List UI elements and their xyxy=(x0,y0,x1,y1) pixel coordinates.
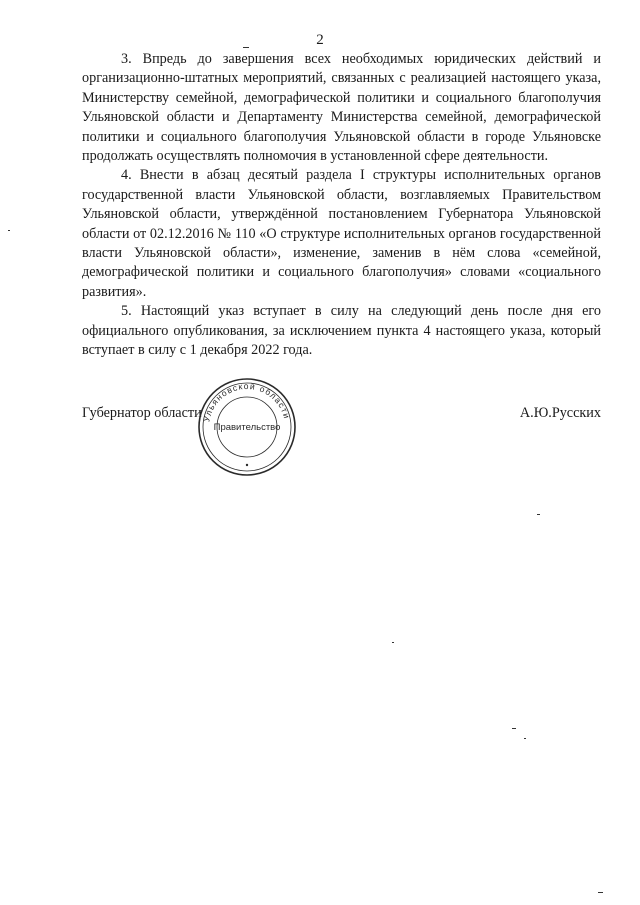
scan-speck xyxy=(392,642,394,643)
seal-ring-text: Ульяновской области xyxy=(201,380,293,423)
scan-speck xyxy=(598,892,603,893)
scan-speck xyxy=(8,230,10,231)
document-body xyxy=(82,50,601,361)
official-seal-stamp xyxy=(195,375,299,479)
paragraph-3: 3. Впредь до завершения всех необходимых юридических действий и организационно-штатных мероприятий, связанных с реализацией настоящего указа, Министерству семейной, демографической политики и социального благополучия Ульяновской области и Департаменту Министерства семейной, демографической политики и социального благополучия Ульяновской области в городе Ульяновске продолжать осуществлять полномочия в установленной сфере деятельности. xyxy=(82,51,601,165)
scan-speck xyxy=(524,738,526,739)
signatory-position: Губернатор области xyxy=(82,405,202,421)
signature-block xyxy=(82,405,601,427)
scan-speck xyxy=(243,47,249,48)
page-number: 2 xyxy=(316,32,324,48)
scan-speck xyxy=(512,728,516,729)
signatory-name: А.Ю.Русских xyxy=(519,405,601,421)
paragraph-4: 4. Внести в абзац десятый раздела I структуры исполнительных органов государственной власти Ульяновской области, возглавляемых Правительством Ульяновской области, утверждённой постановлением Губернатора Ульяновской области от 02.12.2016 № 110 «О структуре исполнительных органов государственной власти Ульяновской области», изменение, заменив в нём слова «семейной, демографической политики и социального благополучия» словами «социального развития». xyxy=(82,167,601,300)
scan-speck xyxy=(537,514,540,515)
paragraph-5: 5. Настоящий указ вступает в силу на следующий день после дня его официального опубликования, за исключением пункта 4 настоящего указа, который вступает в силу с 1 декабря 2022 года. xyxy=(82,303,601,359)
seal-center-text: Правительство xyxy=(213,422,281,433)
